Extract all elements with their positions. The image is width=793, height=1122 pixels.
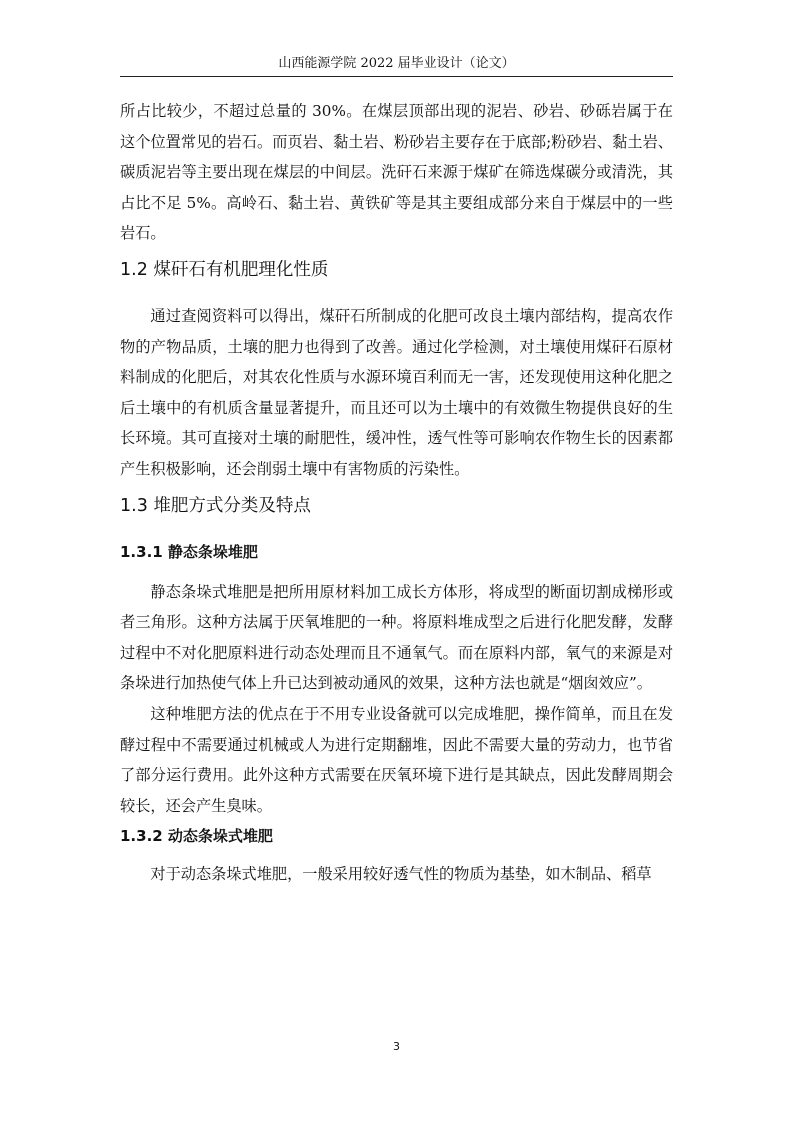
- paragraph-static-windrow: 静态条垛式堆肥是把所用原材料加工成长方体形，将成型的断面切割成梯形或者三角形。这种方法属于厌氧堆肥的一种。将原料堆成型之后进行化肥发酵，发酵过程中不对化肥原料进行动态处理而且不通氧气。而在原料内部，氧气的来源是对条垛进行加热使气体上升已达到被动通风的效果，这种方法也就是“烟囱效应”。: [120, 582, 673, 693]
- page-body: [120, 96, 673, 890]
- paragraph-continued: 所占比较少，不超过总量的 30%。在煤层顶部出现的泥岩、砂岩、砂砾岩属于在这个位置常见的岩石。而页岩、黏土岩、粉砂岩主要存在于底部;粉砂岩、黏土岩、碳质泥岩等主要出现在煤层的中间层。洗矸石来源于煤矿在筛选煤碳分或清洗，其占比不足 5%。高岭石、黏土岩、黄铁矿等是其主要组成部分来自于煤层中的一些岩石。: [120, 102, 673, 243]
- section-heading-1-2: 1.2 煤矸石有机肥理化性质: [120, 259, 329, 280]
- paragraph-properties: 通过查阅资料可以得出，煤矸石所制成的化肥可改良土壤内部结构，提高农作物的产物品质，土壤的肥力也得到了改善。通过化学检测，对土壤使用煤矸石原材料制成的化肥后，对其农化性质与水源环境百利而无一害，还发现使用这种化肥之后土壤中的有机质含量显著提升，而且还可以为土壤中的有效微生物提供良好的生长环境。其可直接对土壤的耐肥性，缓冲性，透气性等可影响农作物生长的因素都产生积极影响，还会削弱土壤中有害物质的污染性。: [120, 306, 673, 478]
- page-number: 3: [393, 1040, 400, 1053]
- paragraph-dynamic-windrow: 对于动态条垛式堆肥，一般采用较好透气性的物质为基垫，如木制品、稻草: [150, 865, 652, 884]
- subsection-heading-1-3-1: 1.3.1 静态条垛堆肥: [120, 542, 258, 561]
- header-rule: [120, 76, 673, 77]
- paragraph-static-advantages: 这种堆肥方法的优点在于不用专业设备就可以完成堆肥，操作简单，而且在发酵过程中不需要通过机械或人为进行定期翻堆，因此不需要大量的劳动力，也节省了部分运行费用。此外这种方式需要在厌氧环境下进行是其缺点，因此发酵周期会较长，还会产生臭味。: [120, 704, 673, 815]
- running-header: 山西能源学院 2022 届毕业设计（论文）: [278, 56, 515, 71]
- section-heading-1-3: 1.3 堆肥方式分类及特点: [120, 495, 311, 516]
- subsection-heading-1-3-2: 1.3.2 动态条垛式堆肥: [120, 827, 273, 846]
